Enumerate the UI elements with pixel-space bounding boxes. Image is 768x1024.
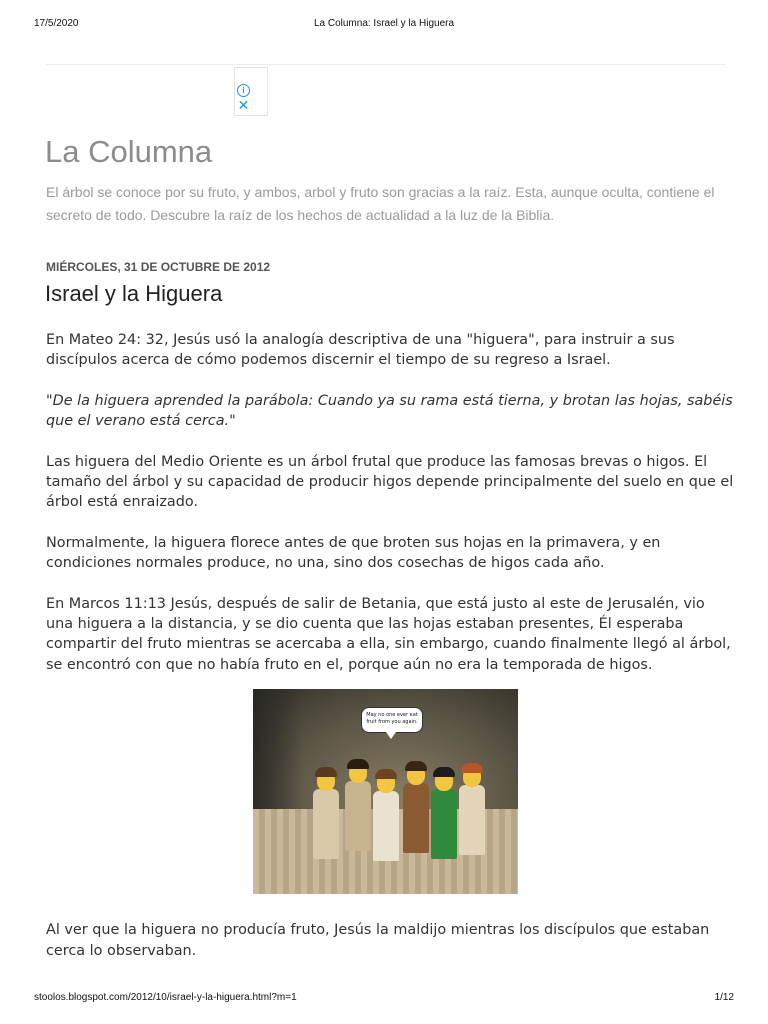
post-paragraph: Normalmente, la higuera florece antes de que broten sus hojas en la primavera, y en condiciones normales produce, no una, sino dos cosechas de higos cada año. [46,534,661,572]
print-footer [0,992,768,1006]
blog-description: El árbol se conoce por su fruto, y ambos, arbol y fruto son gracias a la raíz. Esta, aunque oculta, contiene el secreto de todo. Descubre la raíz de los hechos de actualidad a la luz de la Biblia. [46,184,715,223]
print-page-title: La Columna: Israel y la Higuera [313,18,455,29]
close-icon[interactable]: ✕ [237,97,250,113]
lego-figure [459,785,485,855]
post-paragraph: Al ver que la higuera no producía fruto, Jesús la maldijo mientras los discípulos que estaban cerca lo observaban. [46,922,710,959]
post-paragraph: Las higuera del Medio Oriente es un árbol frutal que produce las famosas brevas o higos. El tamaño del árbol y su capacidad de producir higos depende principalmente del suelo en que el árbol está enraizado. [46,453,734,511]
info-icon[interactable]: i [237,84,250,97]
post-title[interactable]: Israel y la Higuera [45,281,223,306]
post-date: MIÉRCOLES, 31 DE OCTUBRE DE 2012 [46,260,271,274]
print-url: stoolos.blogspot.com/2012/10/israel-y-la-higuera.html?m=1 [34,992,297,1003]
print-page-number: 1/12 [714,992,734,1003]
top-divider [46,64,726,65]
post-image-lego-jesus[interactable] [253,689,518,894]
lego-figure-jesus [373,791,399,861]
post-paragraph: En Mateo 24: 32, Jesús usó la analogía descriptiva de una "higuera", para instruir a sus discípulos acerca de cómo podemos discernir el tiempo de su regreso a Israel. [46,332,675,369]
lego-figure [431,789,457,859]
blog-title[interactable]: La Columna [45,134,213,169]
post-body [46,330,736,981]
lego-figure [345,781,371,851]
post-paragraph: En Marcos 11:13 Jesús, después de salir de Betania, que está justo al este de Jerusalén, vio una higuera a la distancia, y se dio cuenta que las hojas estaban presentes, Él esperaba compartir del fruto mientras se acercaba a ella, sin embargo, cuando finalmente llegó al árbol, se encontró con que no había fruto en el, porque aún no era la temporada de higos. [46,595,731,673]
speech-bubble: May no one ever eat fruit from you again. [361,707,423,733]
lego-figure [403,783,429,853]
print-header [0,18,768,32]
post-quote: "De la higuera aprended la parábola: Cuando ya su rama está tierna, y brotan las hojas, sabéis que el verano está cerca." [46,392,733,430]
lego-figure [313,789,339,859]
ad-choices-box[interactable] [234,67,268,116]
print-date: 17/5/2020 [34,18,79,29]
